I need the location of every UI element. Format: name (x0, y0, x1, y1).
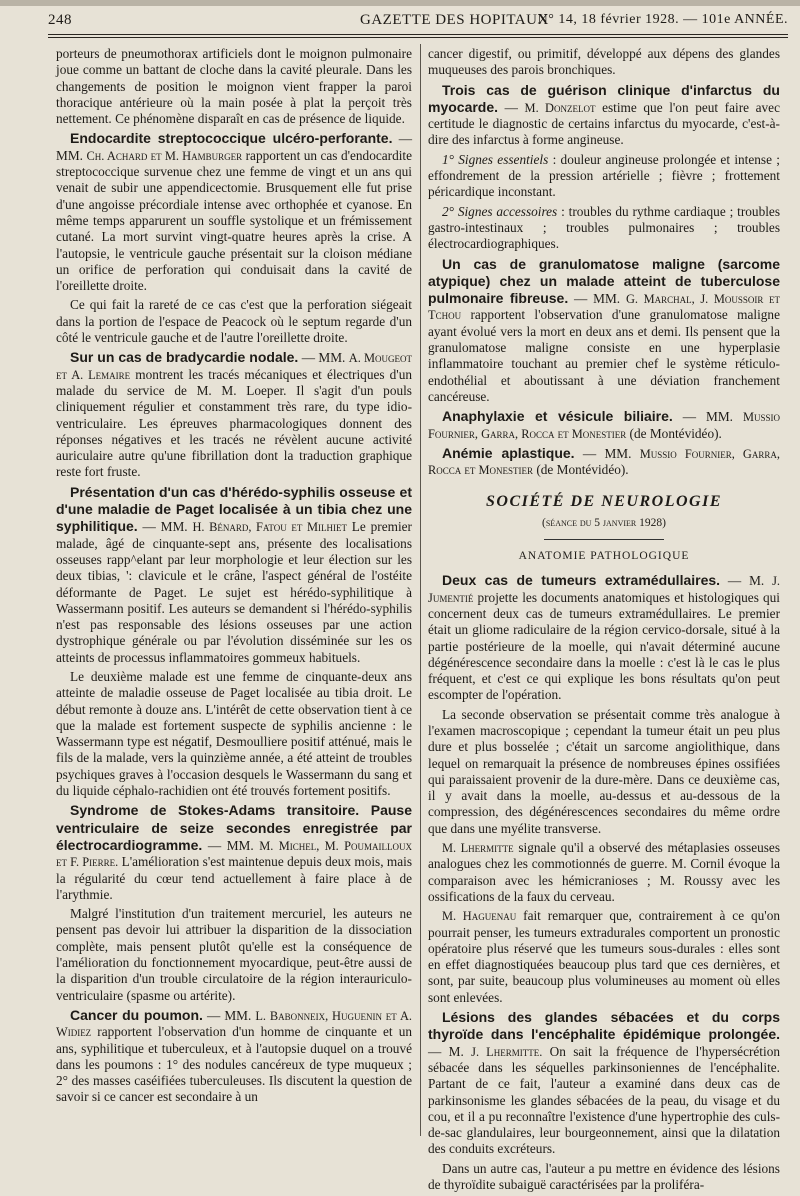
article-authors: A. Mougeot et A. Lemaire (56, 351, 412, 382)
paragraph: Malgré l'institution d'un traitement mercuriel, les auteurs ne pensent pas devoir lui attribuer la disparition de la dissociation complète, mais pensent plutôt qu'elle est la conséquence de l'amélioration du fonctionnement myocardique, peut-être aussi de la disparition d'un trouble circulatoire de la région interauriculo-ventriculaire (spasme ou artérite). (56, 906, 412, 1003)
article-title: Cancer du poumon. (70, 1006, 203, 1023)
paragraph: porteurs de pneumothorax artificiels dont le moignon pulmonaire joue comme un battant de cloche dans la cavité pleurale. Dans les changements de position le moignon vient frapper la paroi thoracique antérieure où la main posée à plat la perçoit très nettement. Ce phénomène disparaît en cas de présence de liquide. (56, 46, 412, 127)
article-authors: Ch. Achard et M. Hamburger (86, 148, 243, 163)
signs-essential (428, 152, 780, 201)
article-text: Le premier malade, âgé de cinquante-sept ans, présente des localisations osseuses rapp^elant par leur morphologie et leur élection sur les deux tibias, ': clavicule et le crâne, l'aspect général de l'ostéite déformante de Paget. Le sujet est hérédo-syphilitique à Wassermann positif. Les auteurs se demandent si l'hérédo-syphilis n'est pas responsable des lésions osseuses par une action dystrophique générale ou par l'évolution disséminée sur les os atteints de processus inflammatoires gommeux habituels. (56, 519, 412, 665)
article-text: rapportent l'observation d'un homme de cinquante et un ans, syphilitique et tuberculeux, et à l'autopsie duquel on a trouvé dans les poumons : 1° des nodules cancéreux de type muqueux ; 2° des masses caséifiées tuberculeuses. Ils discutent la question de savoir si ce cancer est secondaire à un (56, 1024, 412, 1105)
page-top-edge (0, 0, 800, 6)
paragraph-text: signale qu'il a observé des métaplasies osseuses analogues chez les commotionnés de guerre. M. Cornil évoque la comparaison avec les hémicranioses ; M. Roussy avec les ossifications de la faux du cerveau. (428, 840, 780, 904)
page-header (48, 10, 788, 32)
article-authors: L. Babonneix, Huguenin et A. Widiez (56, 1008, 412, 1040)
article-title: Un cas de granulomatose maligne (sarcome atypique) chez un malade atteint de tuberculose pulmonaire fibreuse. (428, 255, 780, 307)
article-tumeurs: Deux cas de tumeurs extramédullaires. — M. J. Jumentié projette les documents anatomiques et histologiques qui concernent deux cas de tumeurs extramédullaires. Le premier était un gliome radiculaire de la région cervico-dorsale, situé à la partie postérieure de la moelle, qui n'avait déterminé aucune dégénérescence secondaire dans la moelle : c'est là le cas le plus fréquent, et c'est ce qui explique les bons résultats qu'on peut escompter de l'opération. (428, 572, 780, 703)
issue-info: N° 14, 18 février 1928. — 101e ANNÉE. (537, 12, 788, 27)
article-authors: M. Donzelot (524, 100, 596, 115)
section-divider (544, 539, 664, 540)
signs-text: : douleur angineuse prolongée et intense ; effondrement de la pression artérielle ; fièvre ; frottement péricardique inconstant. (428, 151, 780, 200)
right-column (428, 46, 780, 1196)
article-title: Endocardite streptococcique ulcéro-perforante. (70, 130, 393, 147)
article-cancer-poumon: Cancer du poumon. — MM. L. Babonneix, Huguenin et A. Widiez rapportent l'observation d'un homme de cinquante et un ans, syphilitique et tuberculeux, et à l'autopsie duquel on a trouvé dans les poumons : 1° des nodules cancéreux de type muqueux ; 2° des masses caséifiées tuberculeuses. Ils discutent la question de savoir si ce cancer est secondaire à un (56, 1006, 412, 1105)
article-authors: H. Bénard, Fatou et Milhiet (192, 520, 347, 535)
article-bradycardie: Sur un cas de bradycardie nodale. — MM. A. Mougeot et A. Lemaire montrent les tracés mécaniques et électriques d'un malade du service de M. M. Loeper. Il s'agit d'un pouls cliniquement régulier et constamment très rare, du type idio-ventriculaire. Les épreuves pharmacologiques donnent des réponses négatives et les tracés ne révèlent aucune activité auriculaire autre qu'une fibrillation dont la traduction graphique reste fort fruste. (56, 349, 412, 480)
article-authors: J. Jumentié (428, 574, 780, 605)
article-authors: G. Marchal, J. Moussoir et Tchou (428, 292, 780, 323)
article-text: estime que l'on peut faire avec certitude le diagnostic de certains infarctus du myocarde, c'est-à-dire des infarctus à forme angineuse. (428, 99, 780, 148)
left-column (56, 46, 412, 1109)
article-text: On sait la fréquence de l'hypersécrétion sébacée dans les séquelles parkinsoniennes de l'encéphalite. Partant de ce fait, l'auteur a examiné dans deux cas de parkinsonisme les glandes sébacées de la peau, du visage et du cou, et il a pu reconnaître l'existence d'une hypertrophie des culs-de-sac glandulaires, leur bourgeonnement, ainsi que la dilatation des conduits excréteurs. (428, 1043, 780, 1157)
section-title: ANATOMIE PATHOLOGIQUE (518, 550, 690, 563)
article-text: montrent les tracés mécaniques et électriques d'un malade du service de M. M. Loeper. Il s'agit d'un pouls cliniquement régulier et constamment très rare, du type idio-ventriculaire. Les épreuves pharmacologiques donnent des réponses négatives et les tracés ne révèlent aucune activité auriculaire autre qu'une fibrillation dont la traduction graphique reste fort fruste. (56, 366, 412, 480)
speaker-name: M. Haguenau (442, 909, 517, 924)
article-text: projette les documents anatomiques et histologiques qui concernent deux cas de tumeurs extramédullaires. Le premier était un gliome radiculaire de la région cervico-dorsale, situé à la partie postérieure de la moelle, qui n'avait déterminé aucune dégénérescence secondaire dans la moelle : c'est là le cas le plus fréquent, et c'est ce qui explique les bons résultats qu'on peut escompter de l'opération. (428, 589, 780, 703)
article-title: Présentation d'un cas d'hérédo-syphilis osseuse et d'une maladie de Paget localisée à un tibia chez une syphilitique. (56, 483, 412, 535)
society-heading (428, 494, 780, 531)
article-infarctus: Trois cas de guérison clinique d'infarctus du myocarde. — M. Donzelot estime que l'on peut faire avec certitude le diagnostic de certains infarctus du myocarde, c'est-à-dire des infarctus à forme angineuse. (428, 81, 780, 148)
article-text: rapportent l'observation d'une granulomatose maligne ayant évolué vers la mort en deux ans et demi. Ils pensent que la granulomatose maligne consiste en une hyperplasie inflammatoire touchant au premier chef le système réticulo-endothélial et aboutissant à une déviation franchement cancéreuse. (428, 307, 780, 404)
article-authors: M. Michel, M. Poumailloux et F. Pierre. (56, 838, 412, 870)
paragraph-text: fait remarquer que, contrairement à ce qu'on pourrait penser, les tumeurs extradurales comportent un pronostic opératoire plus réservé que les tumeurs sous-durales : elles sont en effet diagnostiquées beaucoup plus tard que ces dernières, et sont, par suite, beaucoup plus volumineuses au moment où elles sont enlevées. (428, 908, 780, 1005)
article-title: Lésions des glandes sébacées et du corps thyroïde dans l'encéphalite épidémique prolongée. (428, 1009, 780, 1043)
article-text: (de Montévidéo). (629, 425, 722, 441)
article-text: (de Montévidéo). (536, 462, 629, 478)
header-rule-top (48, 34, 788, 35)
society-name: SOCIÉTÉ DE NEUROLOGIE (486, 493, 722, 511)
paragraph: La seconde observation se présentait comme très analogue à l'examen macroscopique ; cependant la tumeur était un peu plus dure et plus bosselée ; c'était un sarcome angiolithique, dans lequel on remarquait la présence de nombreuses épines ossifiées qui paraissaient provenir de la dure-mère. Dans ce deuxième cas, il y avait dans la moelle, au-dessus et au-dessous de la compression, des dégénérescences secondaires du même ordre que dans une myélite transverse. (428, 706, 780, 836)
article-title: Deux cas de tumeurs extramédullaires. (442, 572, 721, 589)
article-text: rapportent un cas d'endocardite streptococcique survenue chez une femme de vingt et un ans qui venait de subir une appendicectomie. Brusquement elle fut prise d'une angoisse précordiale intense avec orthophée et cyanose. En même temps apparurent un souffle systolique et un frémissement cutané. La mort survint vingt-quatre heures après la crise. A l'autopsie, le ventricule gauche présentait sur la cloison médiane un orifice de perforation qui conduisait dans la cavité de l'oreillette droite. (56, 147, 413, 294)
signs-accessory (428, 204, 780, 253)
article-authors: Mussio Fournier, Garra, Rocca et Monestier (428, 410, 780, 441)
paragraph: Ce qui fait la rareté de ce cas c'est que la perforation siégeait dans la portion de l'espace de Peacock où le septum regarde d'un côté le ventricule gauche et de l'autre l'oreillette droite. (56, 297, 412, 346)
paragraph-lhermitte (428, 840, 780, 905)
article-glandes-sebacees: Lésions des glandes sébacées et du corps thyroïde dans l'encéphalite épidémique prolongée. — M. J. Lhermitte. On sait la fréquence de l'hypersécrétion sébacée dans les séquelles parkinsoniennes de l'encéphalite. Partant de ce fait, l'auteur a examiné dans deux cas de parkinsonisme les glandes sébacées de la peau, du visage et du cou, et il a pu reconnaître l'existence d'une hypertrophie des culs-de-sac glandulaires, leur bourgeonnement, ainsi que la dilatation des conduits excréteurs. (428, 1009, 780, 1157)
article-stokes-adams: Syndrome de Stokes-Adams transitoire. Pause ventriculaire de seize secondes enregistrée par électrocardiogramme. — MM. M. Michel, M. Poumailloux et F. Pierre. L'amélioration s'est maintenue depuis deux mois, mais la régularité du cœur tend actuellement à faire place à de l'arythmie. (56, 802, 412, 902)
signs-text: : troubles du rythme cardiaque ; troubles gastro-intestinaux ; troubles pulmonaires ; troubles électrocardiographiques. (428, 203, 780, 252)
article-title: Syndrome de Stokes-Adams transitoire. Pause ventriculaire de seize secondes enregistrée par électrocardiogramme. (56, 802, 412, 853)
article-authors: Mussio Fournier, Garra, Rocca et Monestier (428, 446, 780, 478)
session-date: (séance du 5 janvier 1928) (542, 516, 666, 529)
signs-label: 1° Signes essentiels (442, 151, 549, 167)
journal-title: GAZETTE DES HOPITAUX (360, 12, 549, 28)
paragraph-haguenau (428, 908, 780, 1006)
paragraph: Dans un autre cas, l'auteur a pu mettre en évidence des lésions de thyroïdite subaiguë caractérisées par la proliféra- (428, 1160, 780, 1192)
column-divider (420, 44, 421, 1136)
paragraph: cancer digestif, ou primitif, développé aux dépens des glandes muqueuses des parois bronchiques. (428, 46, 780, 78)
article-granulomatose: Un cas de granulomatose maligne (sarcome atypique) chez un malade atteint de tuberculose pulmonaire fibreuse. — MM. G. Marchal, J. Moussoir et Tchou rapportent l'observation d'une granulomatose maligne ayant évolué vers la mort en deux ans et demi. Ils pensent que la granulomatose maligne consiste en une hyperplasie inflammatoire touchant au premier chef le système réticulo-endothélial et aboutissant à une déviation franchement cancéreuse. (428, 255, 780, 404)
article-text: L'amélioration s'est maintenue depuis deux mois, mais la régularité du cœur tend actuellement à faire place à de l'arythmie. (56, 854, 412, 902)
article-anaphylaxie: Anaphylaxie et vésicule biliaire. — MM. Mussio Fournier, Garra, Rocca et Monestier (de Montévidéo). (428, 408, 780, 441)
article-authors: J. Lhermitte. (471, 1044, 543, 1059)
article-title: Sur un cas de bradycardie nodale. (70, 349, 299, 366)
article-heredo-syphilis: Présentation d'un cas d'hérédo-syphilis osseuse et d'une maladie de Paget localisée à un tibia chez une syphilitique. — MM. H. Bénard, Fatou et Milhiet Le premier malade, âgé de cinquante-sept ans, présente des localisations osseuses rapp^elant par leur morphologie et leur élection sur les deux tibias, ': clavicule et le crâne, l'aspect général de l'ostéite déformante de Paget. Le sujet est hérédo-syphilitique à Wassermann positif. Les auteurs se demandent si l'hérédo-syphilis n'est pas responsable des lésions osseuses par une action dystrophique générale ou par l'évolution disséminée sur les os atteints de processus inflammatoires gommeux habituels. (56, 483, 412, 665)
article-title: Anémie aplastique. (442, 444, 575, 461)
page-number: 248 (48, 12, 72, 28)
header-rule-bottom (48, 37, 788, 38)
paragraph: Le deuxième malade est une femme de cinquante-deux ans atteinte de maladie osseuse de Paget localisée au tibia droit. Le début remonte à douze ans. L'intérêt de cette observation tient à ce que la malade est fortement suspecte de syphilis ancienne : le Wassermann type est négatif, Desmoulliere positif atténué, mais le fils de la malade, vers la quinzième année, a été atteint de troubles psychiques graves à l'occasion desquels le Wassermann du sang et du liquide céphalo-rachidien ont été trouvés fortement positifs. (56, 668, 412, 799)
speaker-name: M. Lhermitte (442, 841, 514, 856)
signs-label: 2° Signes accessoires (442, 203, 558, 219)
article-anemie: Anémie aplastique. — MM. Mussio Fournier, Garra, Rocca et Monestier (de Montévidéo). (428, 444, 780, 478)
article-title: Anaphylaxie et vésicule biliaire. (442, 408, 673, 425)
article-title: Trois cas de guérison clinique d'infarctus du myocarde. (428, 81, 780, 115)
article-endocardite: Endocardite streptococcique ulcéro-perforante. — MM. Ch. Achard et M. Hamburger rapportent un cas d'endocardite streptococcique survenue chez une femme de vingt et un ans qui venait de subir une appendicectomie. Brusquement elle fut prise d'une angoisse précordiale intense avec orthophée et cyanose. En même temps apparurent un souffle systolique et un frémissement cutané. La mort survint vingt-quatre heures après la crise. A l'autopsie, le ventricule gauche présentait sur la cloison médiane un orifice de perforation qui conduisait dans la cavité de l'oreillette droite. (56, 130, 413, 294)
